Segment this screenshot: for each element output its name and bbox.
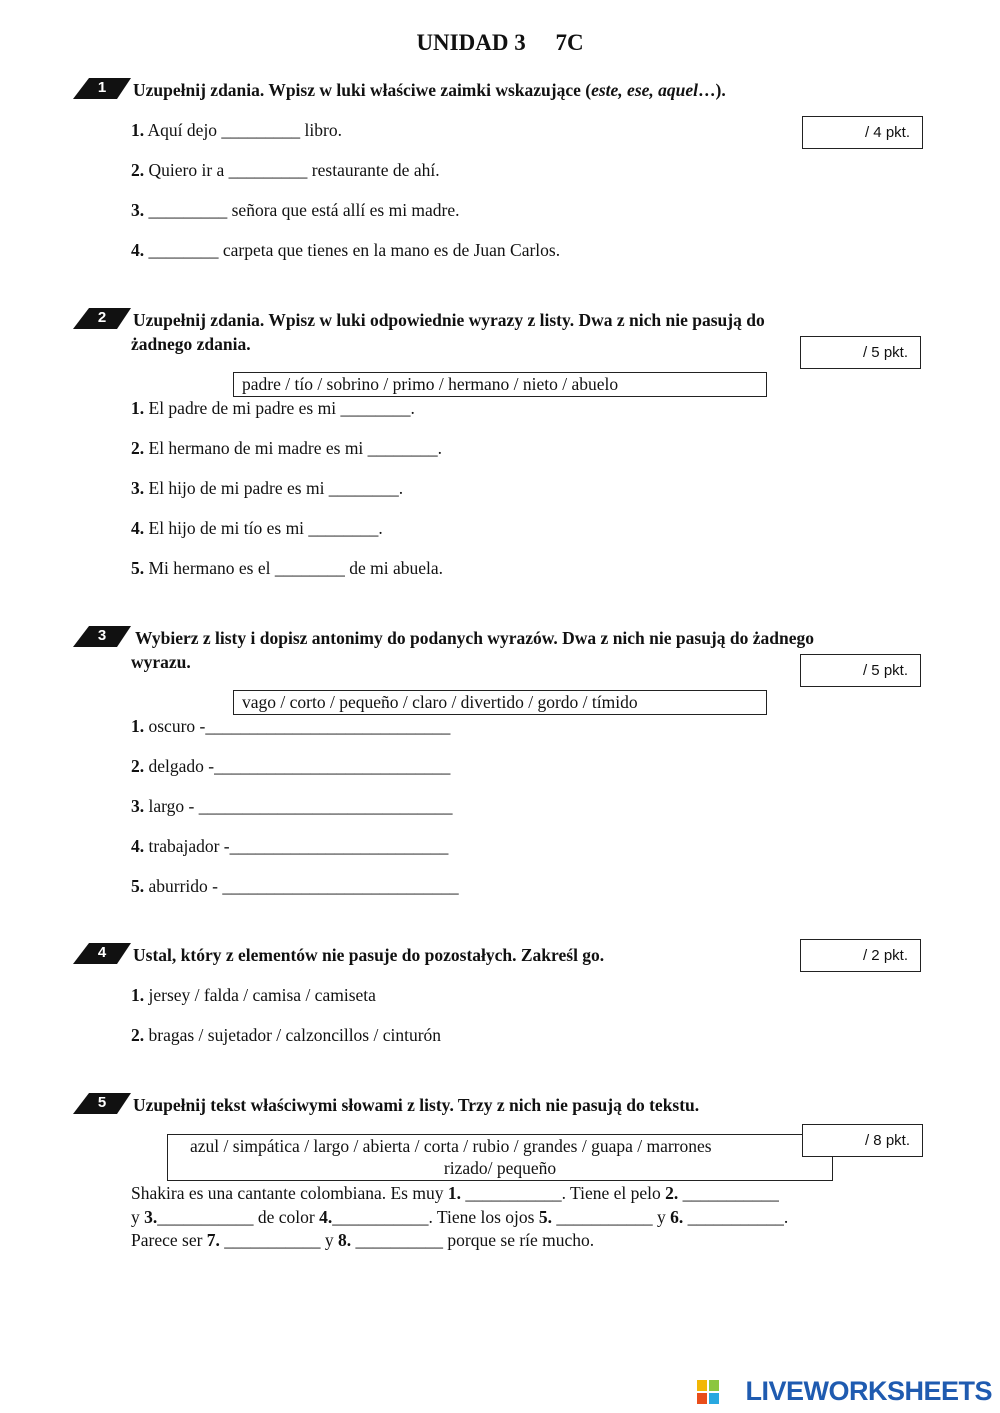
section-5-badge xyxy=(73,1093,131,1115)
list-item xyxy=(131,398,415,419)
text-line-1 xyxy=(131,1183,779,1204)
gap-blank[interactable]: ___________. Tiene el pelo xyxy=(460,1183,666,1203)
section-2-word-list: padre / tío / sobrino / primo / hermano / nieto / abuelo xyxy=(233,372,767,397)
item-text[interactable]: jersey / falda / camisa / camiseta xyxy=(148,985,376,1005)
gap-number: 4. xyxy=(319,1207,333,1227)
text-fragment: y xyxy=(131,1207,145,1227)
gap-blank[interactable]: ___________ xyxy=(678,1183,779,1203)
section-number: 2 xyxy=(97,309,107,326)
level-title: 7C xyxy=(555,30,584,55)
item-text[interactable]: oscuro -____________________________ xyxy=(148,716,451,736)
gap-number: 5. xyxy=(538,1207,552,1227)
section-2-badge xyxy=(73,308,131,330)
item-number: 5. xyxy=(131,558,145,578)
section-5-word-list xyxy=(167,1134,833,1181)
gap-number: 7. xyxy=(206,1230,220,1250)
text-line-2 xyxy=(131,1207,788,1228)
word-list-line-2: rizado/ pequeño xyxy=(443,1158,557,1178)
text-fragment: Shakira es una cantante colombiana. Es muy xyxy=(131,1183,448,1203)
gap-number: 2. xyxy=(665,1183,679,1203)
item-number: 1. xyxy=(131,985,145,1005)
item-text[interactable]: aburrido - ___________________________ xyxy=(148,876,459,896)
item-text[interactable]: El hermano de mi madre es mi ________. xyxy=(148,438,443,458)
section-2-score-box[interactable]: / 5 pkt. xyxy=(800,336,921,369)
section-number: 4 xyxy=(97,944,107,961)
gap-blank[interactable]: ___________ de color xyxy=(157,1207,320,1227)
list-item xyxy=(131,240,560,261)
liveworksheets-logo-icon xyxy=(697,1380,719,1404)
section-5-instruction: Uzupełnij tekst właściwymi słowami z listy. Trzy z nich nie pasują do tekstu. xyxy=(133,1095,700,1115)
item-text[interactable]: delgado -___________________________ xyxy=(148,756,451,776)
gap-blank[interactable]: ___________. xyxy=(683,1207,789,1227)
item-text[interactable]: _________ señora que está allí es mi madre. xyxy=(148,200,460,220)
item-number: 1. xyxy=(131,398,145,418)
item-text[interactable]: bragas / sujetador / calzoncillos / cinturón xyxy=(148,1025,442,1045)
section-4-badge xyxy=(73,943,131,965)
section-5-score-box[interactable]: / 8 pkt. xyxy=(802,1124,923,1157)
section-3-word-list: vago / corto / pequeño / claro / divertido / gordo / tímido xyxy=(233,690,767,715)
list-item xyxy=(131,985,376,1006)
gap-blank[interactable]: ___________. Tiene los ojos xyxy=(332,1207,539,1227)
list-item xyxy=(131,558,443,579)
item-text[interactable]: Aquí dejo _________ libro. xyxy=(147,120,342,140)
text-line-3 xyxy=(131,1230,594,1251)
section-4-score-box[interactable]: / 2 pkt. xyxy=(800,939,921,972)
list-item xyxy=(131,836,448,857)
item-text[interactable]: ________ carpeta que tienes en la mano es de Juan Carlos. xyxy=(148,240,561,260)
page-title xyxy=(0,30,1000,56)
list-item xyxy=(131,876,459,897)
list-item xyxy=(131,200,460,221)
section-4-instruction: Ustal, który z elementów nie pasuje do pozostałych. Zakreśl go. xyxy=(133,945,605,965)
item-text[interactable]: Mi hermano es el ________ de mi abuela. xyxy=(148,558,444,578)
word-list-line-1: azul / simpática / largo / abierta / corta / rubio / grandes / guapa / marrones xyxy=(190,1136,712,1156)
list-item xyxy=(131,796,452,817)
item-text[interactable]: Quiero ir a _________ restaurante de ahí. xyxy=(148,160,440,180)
item-number: 3. xyxy=(131,200,145,220)
item-number: 3. xyxy=(131,478,145,498)
section-3-instruction-line2: wyrazu. xyxy=(131,652,191,672)
list-item xyxy=(131,518,383,539)
item-text[interactable]: El padre de mi padre es mi ________. xyxy=(148,398,415,418)
item-text[interactable]: El hijo de mi tío es mi ________. xyxy=(148,518,383,538)
section-1-score-box[interactable]: / 4 pkt. xyxy=(802,116,923,149)
item-number: 5. xyxy=(131,876,145,896)
item-number: 4. xyxy=(131,518,145,538)
gap-blank[interactable]: ___________ y xyxy=(551,1207,671,1227)
section-1-badge xyxy=(73,78,131,100)
gap-number: 8. xyxy=(338,1230,352,1250)
item-number: 2. xyxy=(131,160,145,180)
list-item xyxy=(131,120,342,141)
liveworksheets-logo[interactable]: LIVEWORKSHEETS xyxy=(745,1376,992,1406)
list-item xyxy=(131,1025,441,1046)
item-number: 2. xyxy=(131,438,145,458)
section-number: 3 xyxy=(97,627,107,644)
unit-title: UNIDAD 3 xyxy=(416,30,526,55)
section-3-score-box[interactable]: / 5 pkt. xyxy=(800,654,921,687)
section-number: 1 xyxy=(97,79,107,96)
item-text[interactable]: largo - _____________________________ xyxy=(148,796,453,816)
gap-blank[interactable]: __________ porque se ríe mucho. xyxy=(351,1230,595,1250)
instruction-text: Uzupełnij zdania. Wpisz w luki właściwe zaimki wskazujące ( xyxy=(133,80,592,100)
item-text[interactable]: El hijo de mi padre es mi ________. xyxy=(148,478,404,498)
section-2-instruction-line1: Uzupełnij zdania. Wpisz w luki odpowiednie wyrazy z listy. Dwa z nich nie pasują do xyxy=(133,310,765,330)
item-number: 4. xyxy=(131,836,145,856)
item-number: 2. xyxy=(131,1025,145,1045)
gap-number: 1. xyxy=(447,1183,461,1203)
section-1-instruction xyxy=(133,80,726,101)
item-text[interactable]: trabajador -_________________________ xyxy=(148,836,449,856)
instruction-text-end: …). xyxy=(698,80,726,100)
gap-number: 3. xyxy=(144,1207,158,1227)
item-number: 4. xyxy=(131,240,145,260)
item-number: 1. xyxy=(131,716,145,736)
section-2-instruction-line2: żadnego zdania. xyxy=(131,334,251,354)
section-3-badge xyxy=(73,626,131,648)
item-number: 1. xyxy=(131,120,145,140)
section-number: 5 xyxy=(97,1094,107,1111)
text-fragment: Parece ser xyxy=(131,1230,207,1250)
list-item xyxy=(131,438,442,459)
item-number: 3. xyxy=(131,796,145,816)
list-item xyxy=(131,756,450,777)
gap-number: 6. xyxy=(670,1207,684,1227)
list-item xyxy=(131,716,450,737)
instruction-italic: este, ese, aquel xyxy=(591,80,699,100)
section-3-instruction-line1: Wybierz z listy i dopisz antonimy do podanych wyrazów. Dwa z nich nie pasują do żadnego xyxy=(135,628,814,648)
item-number: 2. xyxy=(131,756,145,776)
gap-blank[interactable]: ___________ y xyxy=(219,1230,339,1250)
list-item xyxy=(131,478,403,499)
list-item xyxy=(131,160,440,181)
